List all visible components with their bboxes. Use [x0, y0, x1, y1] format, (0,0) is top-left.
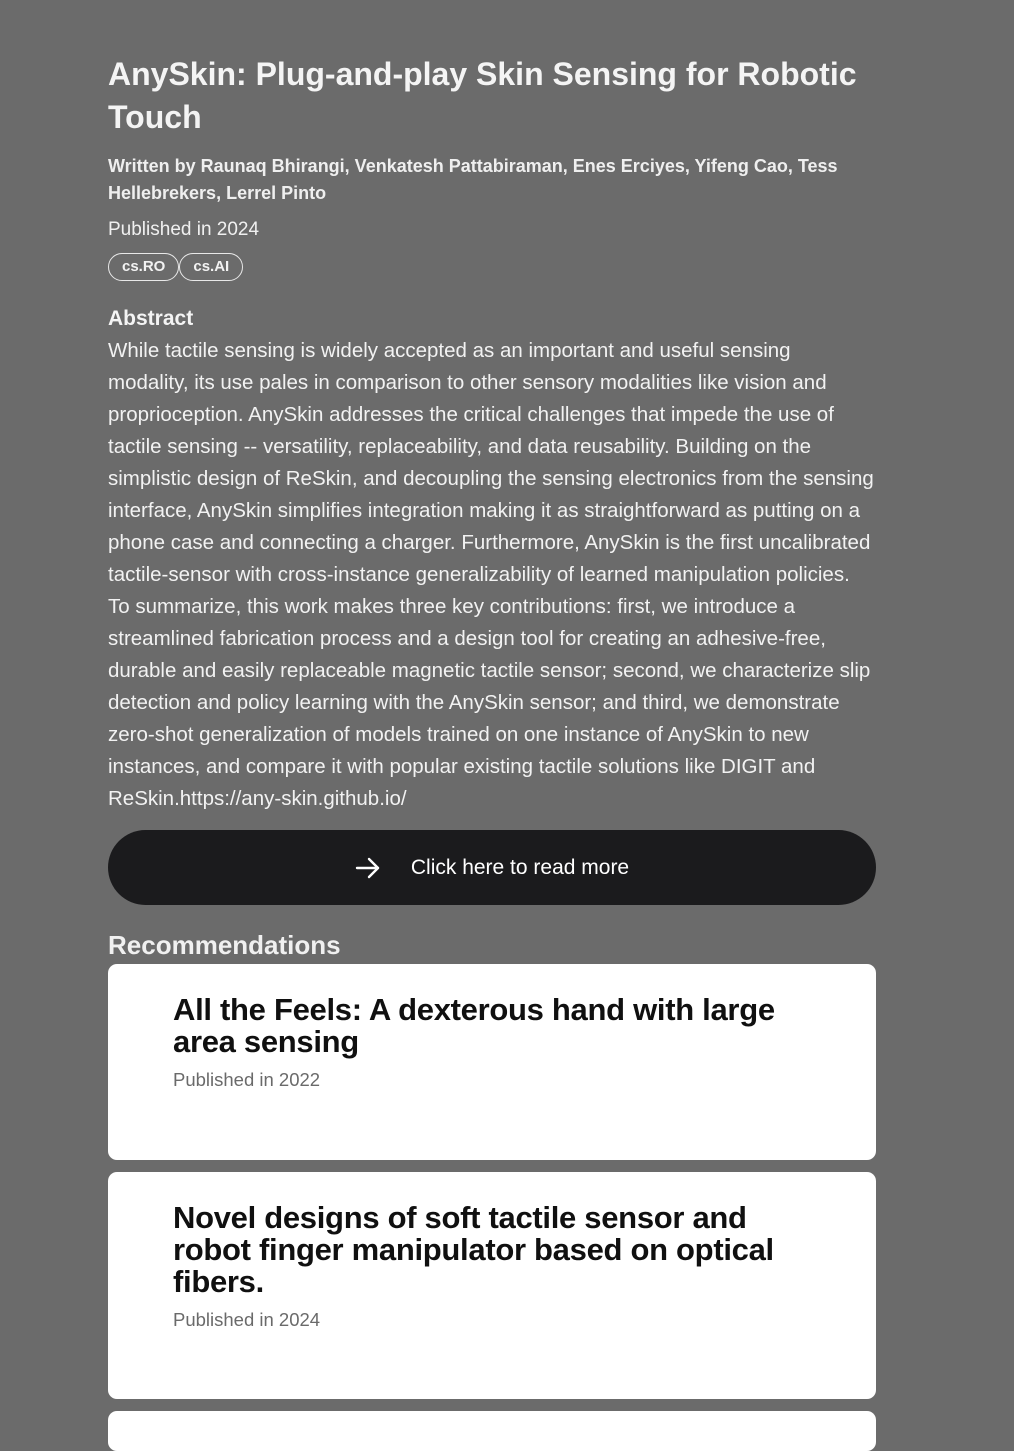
paper-page — [108, 0, 876, 1451]
recommendation-card[interactable] — [108, 1172, 876, 1399]
paper-published-date: Published in 2024 — [108, 219, 260, 240]
recommendation-published-date: Published in 2024 — [173, 1309, 321, 1330]
read-more-button[interactable] — [108, 830, 876, 905]
recommendation-card-partial[interactable] — [108, 1411, 876, 1451]
read-more-label: Click here to read more — [410, 855, 630, 879]
recommendation-title: Novel designs of soft tactile sensor and robot finger manipulator based on optical fibers. — [173, 1200, 774, 1299]
paper-authors: Written by Raunaq Bhirangi, Venkatesh Pattabiraman, Enes Erciyes, Yifeng Cao, Tess Hellebrekers, Lerrel Pinto — [108, 156, 838, 203]
abstract-text: While tactile sensing is widely accepted as an important and useful sensing modality, its use pales in comparison to other sensory modalities like vision and proprioception. AnySkin addresses the critical challenges that impede the use of tactile sensing -- versatility, replaceability, and data reusability. Building on the simplistic design of ReSkin, and decoupling the sensing electronics from the sensing interface, AnySkin simplifies integration making it as straightforward as putting on a phone case and connecting a charger. Furthermore, AnySkin is the first uncalibrated tactile-sensor with cross-instance generalizability of learned manipulation policies. To summarize, this work makes three key contributions: first, we introduce a streamlined fabrication process and a design tool for creating an adhesive-free, durable and easily replaceable magnetic tactile sensor; second, we characterize slip detection and policy learning with the AnySkin sensor; and third, we demonstrate zero-shot generalization of models trained on one instance of AnySkin to new instances, and compare it with popular existing tactile solutions like DIGIT and ReSkin.https://any-skin.github.io/ — [108, 339, 874, 810]
recommendation-card[interactable] — [108, 964, 876, 1160]
paper-title: AnySkin: Plug-and-play Skin Sensing for Robotic Touch — [108, 56, 857, 135]
recommendation-published-date: Published in 2022 — [173, 1069, 321, 1090]
tag-list — [108, 253, 876, 281]
tag-cs-ro[interactable]: cs.RO — [108, 253, 179, 281]
arrow-right-icon — [355, 855, 381, 881]
recommendation-title: All the Feels: A dexterous hand with large area sensing — [173, 992, 775, 1059]
tag-cs-ai[interactable]: cs.AI — [179, 253, 243, 281]
recommendations-heading: Recommendations — [108, 930, 341, 960]
abstract-heading: Abstract — [108, 307, 194, 330]
